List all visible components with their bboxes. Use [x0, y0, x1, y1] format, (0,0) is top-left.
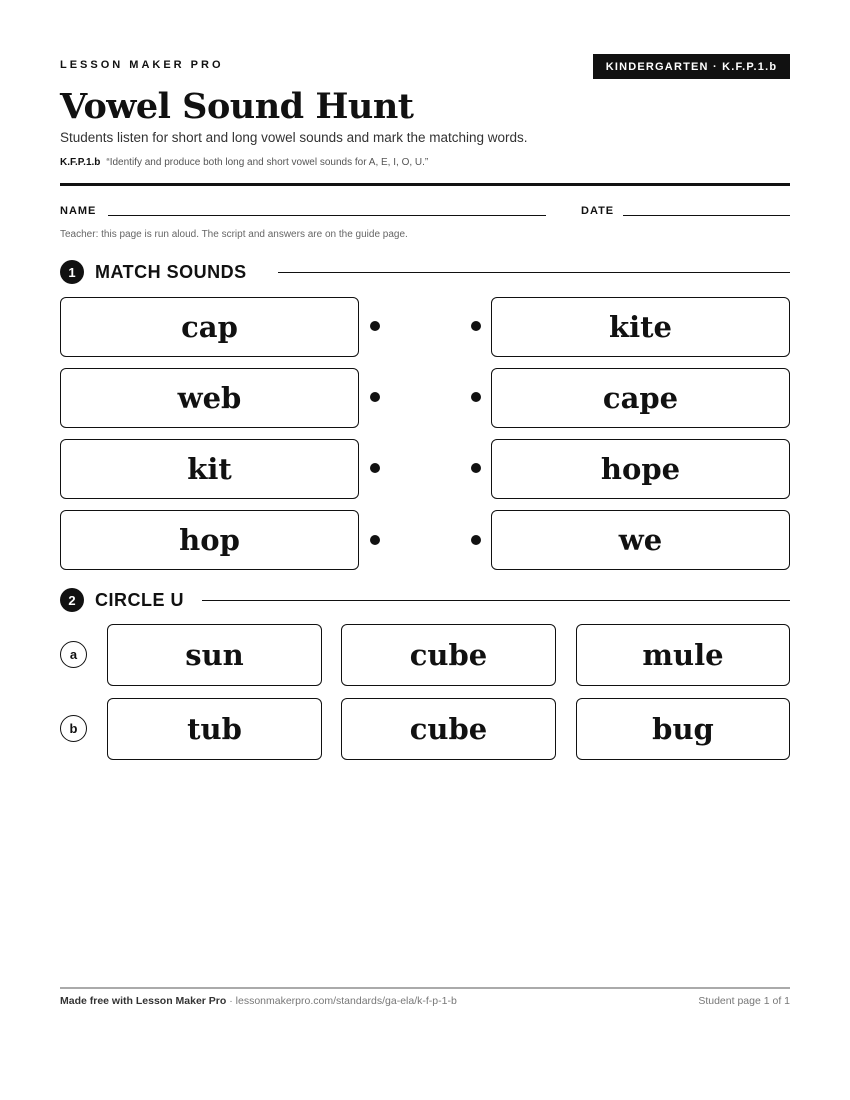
- match-right-dot-2[interactable]: [471, 392, 481, 402]
- section-2-header: [60, 588, 184, 612]
- section-1-number: 1: [60, 260, 84, 284]
- standard-line: [60, 157, 428, 168]
- footer-made-with: Made free with Lesson Maker Pro: [60, 995, 227, 1007]
- section-2-rule: [202, 600, 790, 601]
- match-left-dot-4[interactable]: [370, 535, 380, 545]
- match-left-word-4[interactable]: hop: [60, 510, 359, 570]
- name-label: NAME: [60, 205, 97, 217]
- footer-divider: [60, 987, 790, 989]
- row-a-label: a: [60, 641, 87, 668]
- section-2-number: 2: [60, 588, 84, 612]
- footer-url[interactable]: · lessonmakerpro.com/standards/ga-ela/k-f-p-1-b: [226, 995, 457, 1007]
- match-right-word-2[interactable]: cape: [491, 368, 790, 428]
- match-left-word-3[interactable]: kit: [60, 439, 359, 499]
- circle-word-b-3[interactable]: bug: [576, 698, 790, 760]
- circle-word-a-3[interactable]: mule: [576, 624, 790, 686]
- section-1-title: MATCH SOUNDS: [95, 261, 247, 282]
- worksheet-subtitle: Students listen for short and long vowel sounds and mark the matching words.: [60, 130, 528, 145]
- teacher-note: Teacher: this page is run aloud. The script and answers are on the guide page.: [60, 229, 408, 240]
- date-label: DATE: [581, 205, 615, 217]
- match-right-word-1[interactable]: kite: [491, 297, 790, 357]
- circle-word-b-2[interactable]: cube: [341, 698, 556, 760]
- match-right-dot-4[interactable]: [471, 535, 481, 545]
- match-left-word-1[interactable]: cap: [60, 297, 359, 357]
- circle-word-a-1[interactable]: sun: [107, 624, 322, 686]
- row-b-label: b: [60, 715, 87, 742]
- section-1-header: [60, 260, 247, 284]
- name-field-line[interactable]: [108, 215, 546, 216]
- match-right-word-4[interactable]: we: [491, 510, 790, 570]
- circle-word-a-2[interactable]: cube: [341, 624, 556, 686]
- match-right-dot-3[interactable]: [471, 463, 481, 473]
- match-right-dot-1[interactable]: [471, 321, 481, 331]
- match-left-word-2[interactable]: web: [60, 368, 359, 428]
- footer-page-number: Student page 1 of 1: [698, 995, 790, 1007]
- match-left-dot-3[interactable]: [370, 463, 380, 473]
- section-1-rule: [278, 272, 790, 273]
- worksheet-title: Vowel Sound Hunt: [60, 86, 414, 127]
- match-left-dot-1[interactable]: [370, 321, 380, 331]
- section-2-title: CIRCLE U: [95, 589, 184, 610]
- standard-description: “Identify and produce both long and short vowel sounds for A, E, I, O, U.”: [106, 157, 429, 168]
- match-left-dot-2[interactable]: [370, 392, 380, 402]
- circle-word-b-1[interactable]: tub: [107, 698, 322, 760]
- header-divider: [60, 183, 790, 186]
- brand-name: LESSON MAKER PRO: [60, 59, 224, 71]
- footer-credit: [60, 995, 457, 1007]
- standard-code: K.F.P.1.b: [60, 157, 101, 168]
- grade-standard-badge: KINDERGARTEN · K.F.P.1.b: [593, 54, 790, 79]
- date-field-line[interactable]: [623, 215, 790, 216]
- match-right-word-3[interactable]: hope: [491, 439, 790, 499]
